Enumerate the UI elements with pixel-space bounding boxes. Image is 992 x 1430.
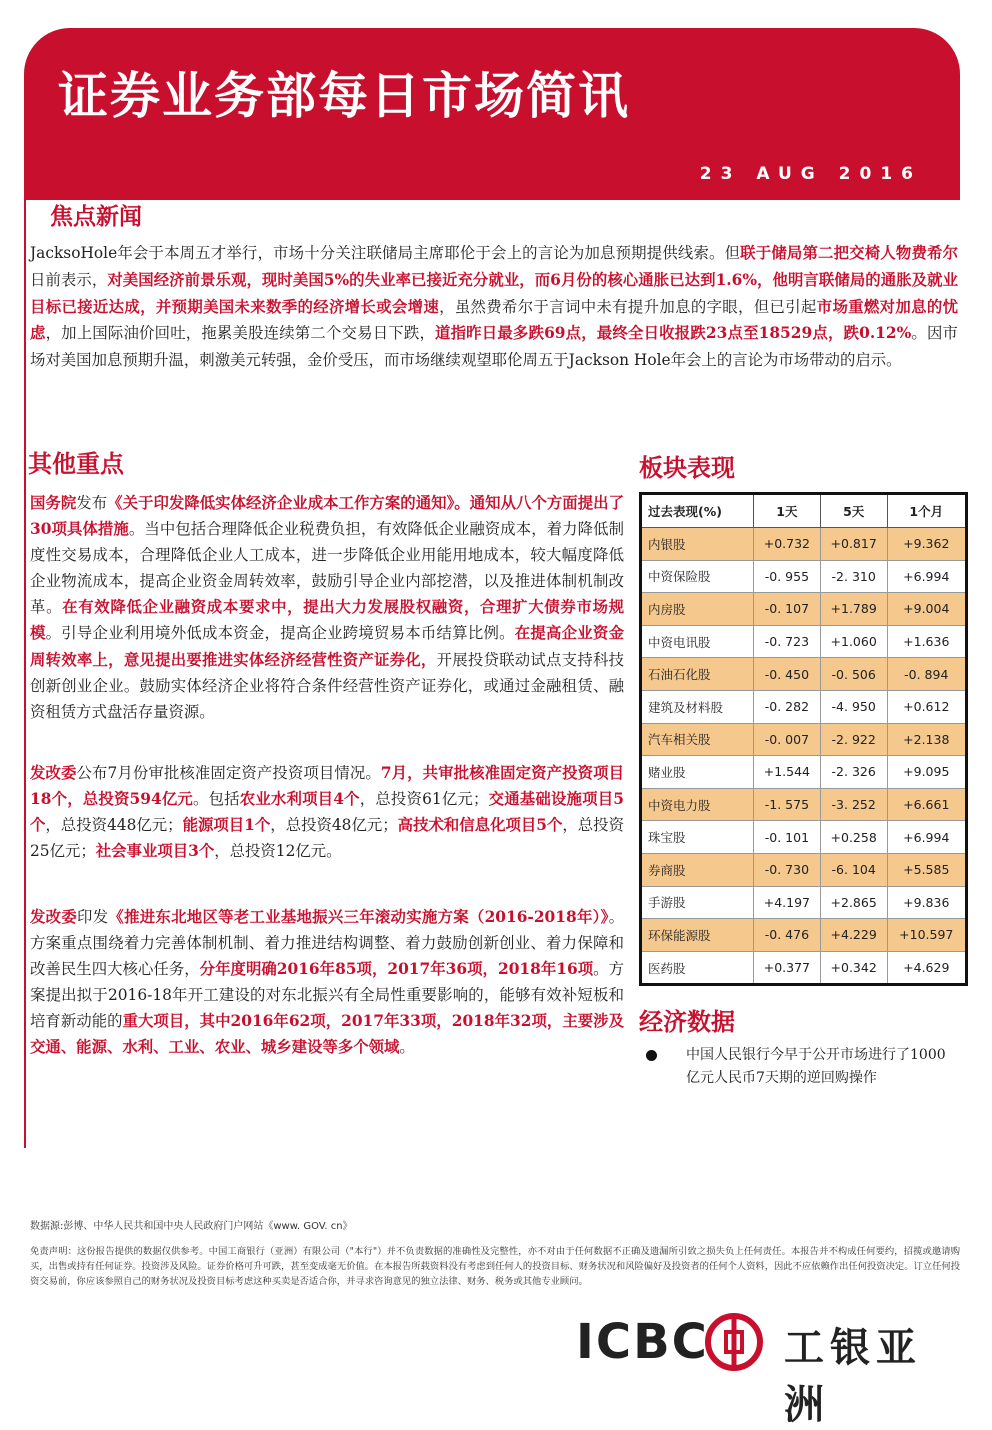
body-text: JacksoHole年会于本周五才举行，市场十分关注联储局主席耶伦于会上的言论为加息预期提供线索。但 — [30, 244, 741, 262]
body-text: 日前表示， — [30, 270, 108, 289]
table-row — [641, 593, 967, 626]
one-day-cell: +1.544 — [754, 756, 821, 789]
table-row — [641, 821, 967, 854]
body-text: 。 — [399, 1038, 415, 1057]
sector-name-cell: 手游股 — [641, 886, 754, 919]
highlighted-text: 重大项目，其中2016年62项，2017年33项，2018年32项，主要涉及交通、能源、水利、工业、农业、城乡建设等多个领域 — [30, 1012, 624, 1057]
body-text: 。当中包括合理降低企业税费负担，有效降低企业融资成本，着力降低制度性交易成本，合理降低企业人工成本，进一步降低企业用能用地成本，较大幅度降低企业物流成本，提高企业资金周转效率，鼓励引导企业内部挖潜，以及推进体制机制改革。 — [30, 520, 624, 617]
highlighted-text: 农业水利项目4个 — [239, 790, 360, 809]
highlighted-text: 对美国经济前景乐观，现时美国5%的失业率已接近充分就业，而6月份的核心通胀已达到1.6%，他明言联储局的通胀及就业目标已接近达成，并预期美国未来数季的经济增长或会增速 — [30, 270, 958, 316]
sector-name-cell: 医药股 — [641, 951, 754, 985]
body-text: ，总投资12亿元。 — [214, 842, 342, 861]
five-day-cell: -2. 922 — [820, 723, 887, 756]
sector-performance-heading: 板块表现 — [639, 454, 735, 482]
table-row — [641, 919, 967, 952]
one-day-cell: -0. 476 — [754, 919, 821, 952]
table-row — [641, 528, 967, 561]
one-month-cell: +1.636 — [887, 625, 966, 658]
body-text: ，总投资448亿元； — [45, 816, 183, 835]
column-header: 1天 — [754, 494, 821, 528]
body-text: ，加上国际油价回吐，拖累美股连续第二个交易日下跌， — [45, 324, 436, 343]
five-day-cell: -2. 310 — [820, 560, 887, 593]
body-text: 印发 — [77, 908, 109, 926]
table-row — [641, 853, 967, 886]
highlighted-text: 在有效降低企业融资成本要求中，提出大力发展股权融资，合理扩大债券市场规模 — [30, 598, 624, 643]
other-highlight-paragraph — [30, 490, 624, 725]
one-month-cell: +9.362 — [887, 528, 966, 561]
column-header: 1个月 — [887, 494, 966, 528]
focus-news-heading: 焦点新闻 — [50, 204, 142, 230]
table-row — [641, 886, 967, 919]
body-text: ，总投资48亿元； — [270, 816, 398, 835]
icbc-asia-logo — [576, 1312, 956, 1428]
other-highlight-paragraph — [30, 904, 624, 1061]
highlighted-text: 《推进东北地区等老工业基地振兴三年滚动实施方案（2016-2018年）》 — [108, 908, 609, 926]
bullet-icon — [646, 1050, 657, 1061]
five-day-cell: -3. 252 — [820, 788, 887, 821]
sector-name-cell: 建筑及材料股 — [641, 690, 754, 723]
column-header: 过去表现(%) — [641, 494, 754, 528]
body-text: 开展投贷联动试点支持科技创新创业企业。鼓励实体经济企业将符合条件经营性资产证券化，或通过金融租赁、融资租赁方式盘活存量资源。 — [30, 650, 624, 721]
body-text: 。方案提出拟于2016-18年开工建设的对东北振兴有全局性重要影响的，能够有效补短板和培育新动能的 — [30, 960, 624, 1031]
one-day-cell: -1. 575 — [754, 788, 821, 821]
highlighted-text: 社会事业项目3个 — [95, 842, 215, 861]
one-day-cell: +0.732 — [754, 528, 821, 561]
one-day-cell: -0. 450 — [754, 658, 821, 691]
sector-name-cell: 赌业股 — [641, 756, 754, 789]
body-text: 发布 — [76, 494, 108, 512]
focus-news-paragraph — [30, 240, 958, 374]
five-day-cell: -6. 104 — [820, 853, 887, 886]
one-month-cell: +9.095 — [887, 756, 966, 789]
highlighted-text: 发改委 — [30, 764, 77, 782]
table-row — [641, 625, 967, 658]
five-day-cell: +0.258 — [820, 821, 887, 854]
one-month-cell: +5.585 — [887, 853, 966, 886]
other-highlights-heading: 其他重点 — [28, 450, 124, 478]
highlighted-text: 道指昨日最多跌69点，最终全日收报跌23点至18529点，跌0.12% — [435, 324, 912, 343]
sector-name-cell: 石油石化股 — [641, 658, 754, 691]
five-day-cell: -4. 950 — [820, 690, 887, 723]
sector-name-cell: 内银股 — [641, 528, 754, 561]
logo-chinese-text: 工银亚洲 — [784, 1325, 922, 1428]
highlighted-text: 发改委 — [30, 908, 78, 926]
one-month-cell: +6.661 — [887, 788, 966, 821]
page-title: 证券业务部每日市场简讯 — [58, 67, 630, 125]
sector-name-cell: 内房股 — [641, 593, 754, 626]
logo-latin-text: ICBC — [576, 1314, 709, 1370]
table-row — [641, 690, 967, 723]
highlighted-text: 国务院 — [30, 494, 77, 512]
five-day-cell: +2.865 — [820, 886, 887, 919]
highlighted-text: 7月，共审批核准固定资产投资项目18个，总投资594亿元 — [30, 764, 624, 809]
one-month-cell: +6.994 — [887, 560, 966, 593]
one-day-cell: -0. 282 — [754, 690, 821, 723]
one-month-cell: +2.138 — [887, 723, 966, 756]
sector-name-cell: 券商股 — [641, 853, 754, 886]
one-day-cell: -0. 723 — [754, 625, 821, 658]
body-text: ，总投资61亿元； — [359, 790, 489, 809]
left-rule — [24, 200, 26, 1148]
body-text: ，虽然费希尔于言词中未有提升加息的字眼，但已引起 — [439, 297, 817, 316]
table-row — [641, 756, 967, 789]
body-text: ，总投资25亿元； — [30, 816, 624, 861]
highlighted-text: 能源项目1个 — [182, 816, 271, 835]
highlighted-text: 《关于印发降低实体经济企业成本工作方案的通知》。通知从八个方面提出了30项具体措施 — [30, 494, 624, 539]
one-day-cell: -0. 730 — [754, 853, 821, 886]
table-row — [641, 658, 967, 691]
one-month-cell: +4.629 — [887, 951, 966, 985]
body-text: 。因市场对美国加息预期升温，刺激美元转强，金价受压，而市场继续观望耶伦周五于Jackson Hole年会上的言论为市场带动的启示。 — [30, 324, 958, 370]
sector-name-cell: 中资电力股 — [641, 788, 754, 821]
sector-name-cell: 汽车相关股 — [641, 723, 754, 756]
one-month-cell: +9.836 — [887, 886, 966, 919]
five-day-cell: +1.789 — [820, 593, 887, 626]
one-month-cell: +0.612 — [887, 690, 966, 723]
column-header: 5天 — [820, 494, 887, 528]
table-row — [641, 560, 967, 593]
report-date: 23 AUG 2016 — [699, 164, 922, 184]
table-row — [641, 723, 967, 756]
economic-data-heading: 经济数据 — [639, 1008, 735, 1036]
body-text: 。引导企业利用境外低成本资金，提高企业跨境贸易本币结算比例。 — [45, 624, 515, 643]
highlighted-text: 交通基础设施项目5个 — [30, 790, 624, 835]
highlighted-text: 在提高企业资金周转效率上，意见提出要推进实体经济经营性资产证券化， — [30, 624, 624, 669]
sector-performance-table — [639, 492, 968, 986]
other-highlight-paragraph — [30, 760, 624, 864]
one-month-cell: -0. 894 — [887, 658, 966, 691]
five-day-cell: +4.229 — [820, 919, 887, 952]
sector-name-cell: 中资电讯股 — [641, 625, 754, 658]
economic-data-item: 中国人民银行今早于公开市场进行了1000亿元人民币7天期的逆回购操作 — [686, 1047, 946, 1086]
one-month-cell: +9.004 — [887, 593, 966, 626]
five-day-cell: -0. 506 — [820, 658, 887, 691]
five-day-cell: +0.817 — [820, 528, 887, 561]
table-row — [641, 951, 967, 985]
five-day-cell: +1.060 — [820, 625, 887, 658]
one-day-cell: +0.377 — [754, 951, 821, 985]
body-text: 公布7月份审批核准固定资产投资项目情况。 — [76, 764, 381, 782]
highlighted-text: 联于储局第二把交椅人物费希尔 — [740, 244, 958, 262]
one-day-cell: -0. 007 — [754, 723, 821, 756]
icbc-seal-icon — [704, 1312, 764, 1372]
one-day-cell: -0. 101 — [754, 821, 821, 854]
table-row — [641, 788, 967, 821]
one-month-cell: +6.994 — [887, 821, 966, 854]
data-sources: 数据源:彭博、中华人民共和国中央人民政府门户网站《www. GOV. cn》 — [30, 1221, 353, 1232]
one-day-cell: -0. 107 — [754, 593, 821, 626]
body-text: 。包括 — [193, 790, 240, 809]
sector-name-cell: 珠宝股 — [641, 821, 754, 854]
one-day-cell: -0. 955 — [754, 560, 821, 593]
disclaimer: 免责声明：这份报告提供的数据仅供参考。中国工商银行（亚洲）有限公司（"本行"）并不负责数据的准确性及完整性，亦不对由于任何数据不正确及遗漏所引致之损失负上任何责任。本报告并不构成任何要约，招揽或邀请购买，出售或持有任何证券。投资涉及风险。证券价格可升可跌，甚至变成毫无价值。在本报告所载资料没有考虑到任何人的投资目标、财务状况和风险偏好及投资者的任何个人资料，因此不应依赖作出任何投资决定。订立任何投资交易前，你应该参照自己的财务状况及投资目标考虑这种买卖是否适合你，并寻求咨询意见的独立法律、财务、税务或其他专业顾问。 — [30, 1246, 960, 1287]
body-text: 。方案重点围绕着力完善体制机制、着力推进结构调整、着力鼓励创新创业、着力保障和改善民生四大核心任务， — [30, 908, 624, 979]
highlighted-text: 高技术和信息化项目5个 — [397, 816, 563, 835]
highlighted-text: 分年度明确2016年85项，2017年36项，2018年16项 — [199, 960, 594, 979]
five-day-cell: -2. 326 — [820, 756, 887, 789]
one-day-cell: +4.197 — [754, 886, 821, 919]
sector-name-cell: 中资保险股 — [641, 560, 754, 593]
five-day-cell: +0.342 — [820, 951, 887, 985]
table-header-row — [641, 494, 967, 528]
highlighted-text: 市场重燃对加息的忧虑 — [30, 297, 958, 343]
one-month-cell: +10.597 — [887, 919, 966, 952]
sector-name-cell: 环保能源股 — [641, 919, 754, 952]
